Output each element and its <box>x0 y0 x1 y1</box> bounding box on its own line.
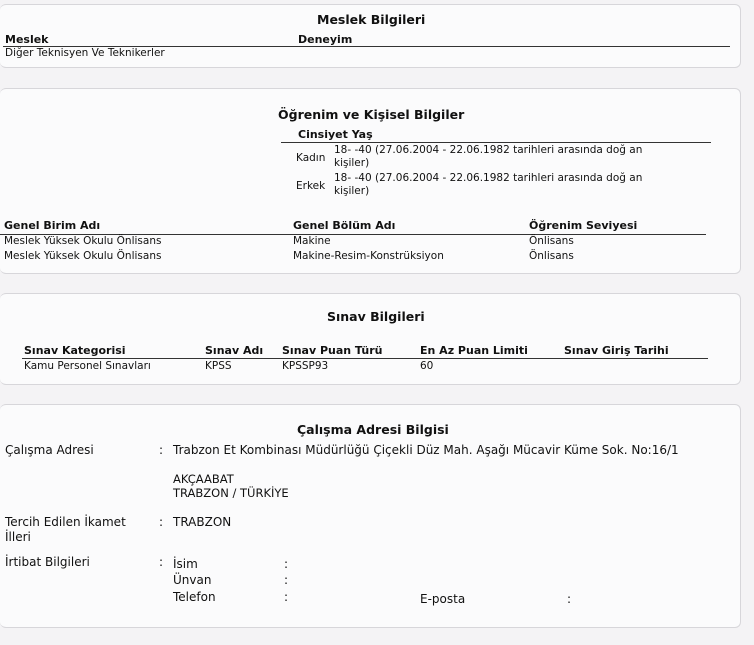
eposta-colon: : <box>567 592 572 606</box>
calisma-adresi-line3: TRABZON / TÜRKİYE <box>173 486 289 500</box>
deneyim-column-header: Deneyim <box>298 33 353 46</box>
edu-seviye-2: Önlisans <box>529 250 574 262</box>
age-range-erkek-line1: 18- -40 (27.06.2004 - 22.06.1982 tarihleri arasında doğ an <box>334 172 643 184</box>
sinav-giris-tarihi-header: Sınav Giriş Tarihi <box>564 344 669 357</box>
unvan-label: Ünvan <box>173 573 212 587</box>
ogrenim-seviyesi-header: Öğrenim Seviyesi <box>529 219 638 232</box>
edu-birim-1: Meslek Yüksek Okulu Önlisans <box>4 235 162 247</box>
edu-birim-2: Meslek Yüksek Okulu Önlisans <box>4 250 162 262</box>
calisma-adresi-line2: AKÇAABAT <box>173 472 234 486</box>
age-range-kadin-line1: 18- -40 (27.06.2004 - 22.06.1982 tarihleri arasında doğ an <box>334 144 643 156</box>
sinav-adi-header: Sınav Adı <box>205 344 264 357</box>
en-az-puan-value: 60 <box>420 360 434 372</box>
ikamet-colon: : <box>159 515 164 529</box>
meslek-value: Diğer Teknisyen Ve Teknikerler <box>5 47 165 59</box>
sinav-header-rule <box>22 358 708 359</box>
gender-erkek: Erkek <box>296 180 326 192</box>
sinav-adi-value: KPSS <box>205 360 232 372</box>
age-range-kadin-line2: kişiler) <box>334 157 370 169</box>
sinav-puan-turu-value: KPSSP93 <box>282 360 329 372</box>
sinav-kategori-value: Kamu Personel Sınavları <box>24 360 151 372</box>
cinsiyet-yas-header: Cinsiyet Yaş <box>298 128 373 141</box>
calisma-adresi-label: Çalışma Adresi <box>5 443 94 457</box>
telefon-colon: : <box>284 590 289 604</box>
ogrenim-title: Öğrenim ve Kişisel Bilgiler <box>278 107 465 122</box>
irtibat-colon: : <box>159 555 164 569</box>
ikamet-label-line2: İlleri <box>5 530 31 544</box>
isim-label: İsim <box>173 557 198 571</box>
irtibat-label: İrtibat Bilgileri <box>5 555 90 569</box>
genel-birim-header: Genel Birim Adı <box>4 219 101 232</box>
meslek-title: Meslek Bilgileri <box>317 12 426 27</box>
sinav-kategorisi-header: Sınav Kategorisi <box>24 344 126 357</box>
genel-bolum-header: Genel Bölüm Adı <box>293 219 396 232</box>
calisma-adresi-colon: : <box>159 443 164 457</box>
ikamet-value: TRABZON <box>173 515 232 529</box>
meslek-column-header: Meslek <box>5 33 49 46</box>
calisma-adresi-line1: Trabzon Et Kombinası Müdürlüğü Çiçekli Düz Mah. Aşağı Mücavir Küme Sok. No:16/1 <box>173 443 679 457</box>
unvan-colon: : <box>284 573 289 587</box>
cinsiyet-header-rule <box>281 142 711 143</box>
eposta-label: E-posta <box>420 592 466 606</box>
edu-bolum-2: Makine-Resim-Konstrüksiyon <box>293 250 444 262</box>
gender-kadin: Kadın <box>296 152 326 164</box>
edu-bolum-1: Makine <box>293 235 331 247</box>
telefon-label: Telefon <box>173 590 216 604</box>
age-range-erkek-line2: kişiler) <box>334 185 370 197</box>
edu-seviye-1: Önlisans <box>529 235 574 247</box>
sinav-title: Sınav Bilgileri <box>327 309 425 324</box>
sinav-puan-turu-header: Sınav Puan Türü <box>282 344 383 357</box>
isim-colon: : <box>284 557 289 571</box>
adres-title: Çalışma Adresi Bilgisi <box>297 422 449 437</box>
ikamet-label-line1: Tercih Edilen İkamet <box>5 515 126 529</box>
en-az-puan-header: En Az Puan Limiti <box>420 344 528 357</box>
